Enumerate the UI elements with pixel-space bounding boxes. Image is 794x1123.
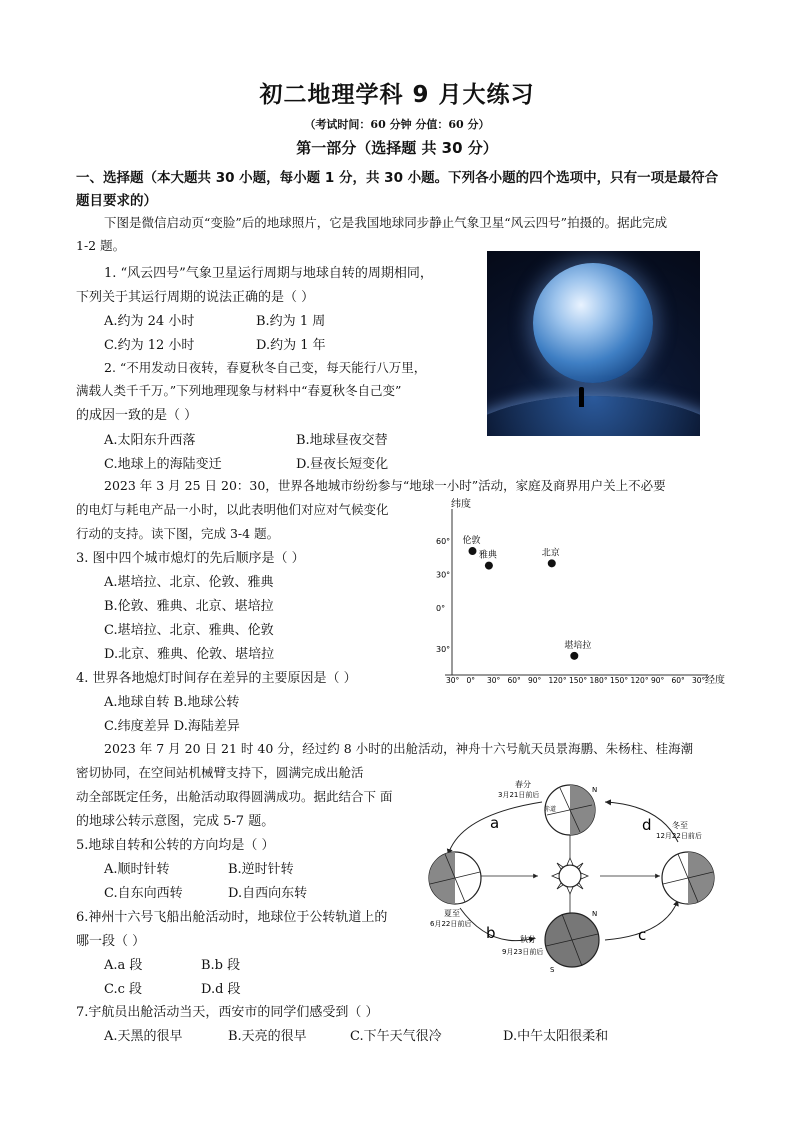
intro3-line3: 动全部既定任务，出舱活动取得圆满成功。据此结合下 面: [76, 789, 393, 804]
q4-stem: 4. 世界各地熄灯时间存在差异的主要原因是（ ）: [76, 671, 357, 686]
q1-option-b: B.约为 1 周: [256, 314, 326, 329]
q4-options-cd: C.纬度差异 D.海陆差异: [104, 719, 240, 734]
q2-option-a: A.太阳东升西落: [104, 433, 196, 448]
autumn-south: S: [550, 966, 555, 974]
lon-tick-label: 30°: [692, 676, 706, 685]
part-heading: 第一部分（选择题 共 30 分）: [296, 139, 498, 157]
city-lonlat-chart: [425, 495, 730, 690]
autumn-north: N: [592, 910, 598, 918]
q1-stem-line1: 1. “风云四号”气象卫星运行周期与地球自转的周期相同，: [104, 266, 433, 281]
lon-tick-label: 90°: [528, 676, 542, 685]
q2-option-c: C.地球上的海陆变迁: [104, 457, 222, 472]
lon-tick-label: 150°: [569, 676, 588, 685]
q3-option-b: B.伦敦、雅典、北京、堪培拉: [104, 599, 274, 614]
city-label: 北京: [541, 548, 560, 559]
city-points: [463, 534, 592, 660]
intro2-line1: 2023 年 3 月 25 日 20：30，世界各地城市纷纷参与“地球一小时”活动，家庭及商界用户关上不必要: [104, 478, 666, 493]
q5-option-d: D.自西向东转: [228, 886, 308, 901]
q3-option-d: D.北京、雅典、伦敦、堪培拉: [104, 647, 275, 662]
q2-stem-line3: 的成因一致的是（ ）: [76, 408, 198, 423]
summer-date: 6月22日前后: [430, 920, 472, 928]
q7-option-b: B.天亮的很早: [228, 1029, 307, 1044]
segment-c-label: c: [638, 926, 647, 944]
q1-option-a: A.约为 24 小时: [104, 314, 195, 329]
q1-option-c: C.约为 12 小时: [104, 338, 195, 353]
lon-tick-label: 30°: [487, 676, 501, 685]
earth-winter-solstice: [662, 852, 714, 904]
q3-option-a: A.堪培拉、北京、伦敦、雅典: [104, 575, 274, 590]
q6-stem-line1: 6.神州十六号飞船出舱活动时，地球位于公转轨道上的: [76, 910, 388, 925]
q7-option-c: C.下午天气很冷: [350, 1029, 442, 1044]
q6-stem-line2: 哪一段（ ）: [76, 934, 146, 949]
exam-info: （考试时间：60 分钟 分值：60 分）: [304, 118, 490, 131]
lat-tick-label: 30°: [436, 645, 451, 654]
intro1-line1: 下图是微信启动页“变脸”后的地球照片，它是我国地球同步静止气象卫星“风云四号”拍摄的。据此完成: [104, 215, 668, 230]
city-point: [469, 547, 477, 555]
winter-label: 冬至: [672, 821, 688, 830]
segment-d-label: d: [642, 816, 652, 834]
q6-option-b: B.b 段: [201, 958, 241, 973]
q5-stem: 5.地球自转和公转的方向均是（ ）: [76, 838, 275, 853]
earth-summer-solstice: [429, 852, 481, 904]
q6-option-c: C.c 段: [104, 982, 143, 997]
intro3-line4: 的地球公转示意图，完成 5-7 题。: [76, 814, 275, 829]
segment-a-label: a: [490, 814, 500, 832]
q2-option-b: B.地球昼夜交替: [296, 433, 388, 448]
page-title: 初二地理学科 9 月大练习: [259, 82, 535, 108]
autumn-label: 秋分: [520, 935, 536, 944]
q4-options-ab: A.地球自转 B.地球公转: [104, 695, 240, 710]
spring-equator-label: 赤道: [544, 806, 557, 813]
lon-axis-label: 经度: [705, 675, 725, 686]
intro3-line2: 密切协同，在空间站机械臂支持下，圆满完成出舱活: [76, 765, 364, 780]
lon-tick-label: 0°: [466, 676, 476, 685]
q7-option-d: D.中午太阳很柔和: [503, 1029, 609, 1044]
section-heading-line1: 一、选择题（本大题共 30 小题，每小题 1 分，共 30 小题。下列各小题的四个选项中，只有一项是最符合: [76, 170, 719, 186]
sun-icon: [552, 858, 588, 894]
intro2-line3: 行动的支持。读下图，完成 3-4 题。: [76, 526, 280, 541]
lon-tick-labels: [446, 676, 706, 685]
city-point: [570, 652, 578, 660]
q3-stem: 3. 图中四个城市熄灯的先后顺序是（ ）: [76, 551, 305, 566]
lon-tick-label: 150°: [610, 676, 629, 685]
earth-globe: [533, 263, 653, 383]
lon-tick-label: 60°: [507, 676, 521, 685]
lon-tick-label: 180°: [589, 676, 608, 685]
spring-north: N: [592, 786, 598, 794]
intro2-line2: 的电灯与耗电产品一小时，以此表明他们对应对气候变化: [76, 502, 389, 517]
lon-tick-label: 120°: [548, 676, 567, 685]
spring-label: 春分: [515, 780, 531, 789]
intro3-line1: 2023 年 7 月 20 日 21 时 40 分，经过约 8 小时的出舱活动，神舟十六号航天员景海鹏、朱杨柱、桂海潮: [104, 741, 694, 756]
q2-stem-line2: 满载人类千千万。”下列地理现象与材料中“春夏秋冬自己变”: [76, 383, 402, 398]
spring-date: 3月21日前后: [498, 791, 540, 799]
lat-tick-label: 30°: [436, 570, 451, 580]
q7-stem: 7.宇航员出舱活动当天，西安市的同学们感受到（ ）: [76, 1005, 379, 1020]
summer-label: 夏至: [444, 909, 460, 918]
q3-option-c: C.堪培拉、北京、雅典、伦敦: [104, 623, 274, 638]
earth-photo: [487, 251, 700, 436]
q2-option-d: D.昼夜长短变化: [296, 457, 389, 472]
intro1-line2: 1-2 题。: [76, 238, 126, 253]
autumn-date: 9月23日前后: [502, 948, 544, 956]
segment-b-label: b: [486, 924, 496, 942]
earth-orbit-diagram: [420, 780, 720, 975]
standing-person-silhouette: [579, 387, 584, 407]
q1-option-d: D.约为 1 年: [256, 338, 326, 353]
winter-date: 12月22日前后: [656, 832, 702, 840]
q2-stem-line1: 2. “不用发动日夜转，春夏秋冬自己变，每天能行八万里，: [104, 360, 427, 375]
city-point: [548, 559, 556, 567]
lat-tick-label: 60°: [436, 537, 451, 546]
q5-option-a: A.顺时针转: [104, 862, 170, 877]
lon-tick-label: 60°: [671, 676, 685, 685]
lon-tick-label: 120°: [630, 676, 649, 685]
q6-option-d: D.d 段: [201, 982, 241, 997]
city-point: [485, 562, 493, 570]
earth-autumn-equinox: [545, 913, 599, 967]
lon-tick-label: 90°: [651, 676, 665, 685]
city-label: 伦敦: [462, 536, 481, 547]
q5-option-c: C.自东向西转: [104, 886, 183, 901]
lat-axis-label: 纬度: [451, 499, 471, 510]
q7-option-a: A.天黑的很早: [104, 1029, 183, 1044]
q1-stem-line2: 下列关于其运行周期的说法正确的是（ ）: [76, 290, 315, 305]
q5-option-b: B.逆时针转: [228, 862, 294, 877]
lon-tick-label: 30°: [446, 676, 460, 685]
city-label: 雅典: [478, 550, 497, 561]
city-label: 堪培拉: [564, 640, 592, 651]
section-heading-line2: 题目要求的）: [76, 193, 157, 209]
lat-tick-labels: [436, 537, 450, 654]
lat-tick-label: 0°: [436, 604, 446, 613]
earth-horizon: [487, 396, 700, 436]
q6-option-a: A.a 段: [104, 958, 143, 973]
